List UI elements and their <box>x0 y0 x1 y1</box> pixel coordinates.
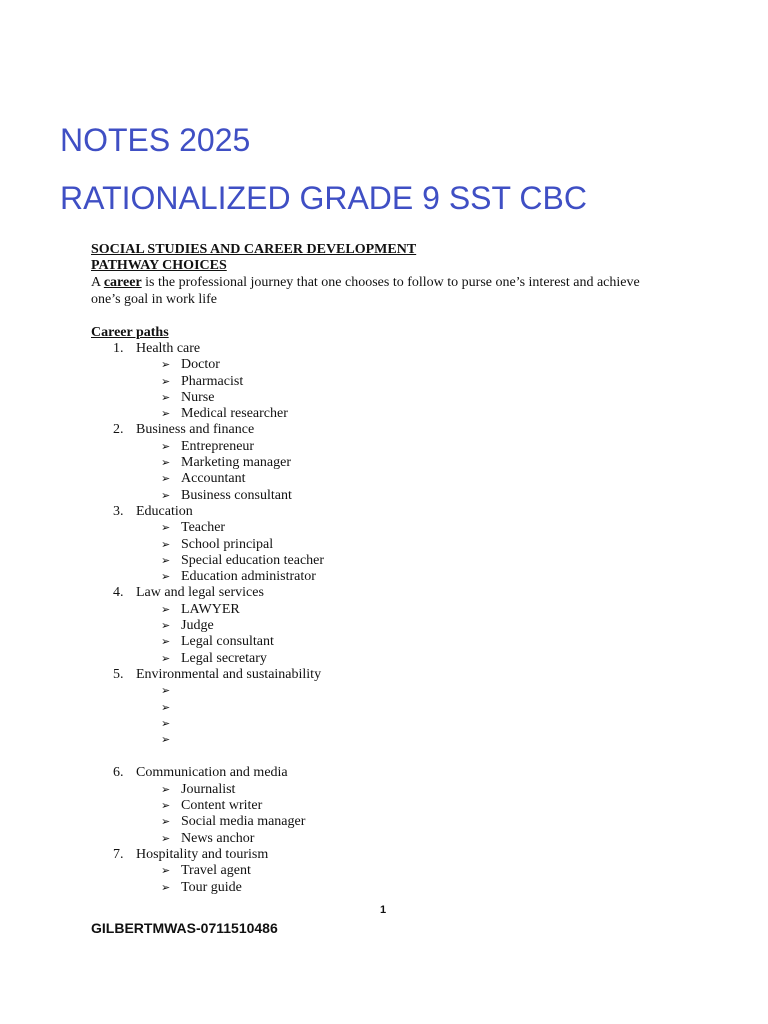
arrow-bullet-icon: ➢ <box>161 521 171 535</box>
arrow-bullet-icon: ➢ <box>161 390 171 404</box>
career-definition <box>91 274 651 308</box>
job-label: Pharmacist <box>181 373 244 389</box>
arrow-bullet-icon: ➢ <box>161 488 171 502</box>
career-path-title <box>91 765 651 781</box>
arrow-bullet-icon: ➢ <box>161 635 171 649</box>
job-label: Education administrator <box>181 569 316 585</box>
job-item <box>91 863 651 879</box>
job-item <box>91 831 651 847</box>
job-label: Nurse <box>181 389 215 405</box>
job-item <box>91 634 651 650</box>
career-path-item <box>91 765 651 846</box>
arrow-bullet-icon: ➢ <box>161 880 171 894</box>
job-label: Entrepreneur <box>181 438 255 454</box>
job-list <box>91 782 651 847</box>
arrow-bullet-icon: ➢ <box>161 374 171 388</box>
job-item <box>91 390 651 406</box>
career-path-label: Hospitality and tourism <box>136 846 269 862</box>
career-path-title <box>91 341 651 357</box>
job-label: Marketing manager <box>181 455 292 471</box>
page-number: 1 <box>380 904 387 916</box>
job-label: Tour guide <box>181 879 242 895</box>
job-list <box>91 439 651 504</box>
arrow-bullet-icon: ➢ <box>161 472 171 486</box>
arrow-bullet-icon: ➢ <box>161 651 171 665</box>
job-item <box>91 357 651 373</box>
arrow-bullet-icon: ➢ <box>161 456 171 470</box>
job-item <box>91 683 651 699</box>
job-item <box>91 520 651 536</box>
definition-term: career <box>103 275 142 290</box>
career-path-item <box>91 341 651 422</box>
job-item <box>91 553 651 569</box>
career-path-item <box>91 847 651 896</box>
job-item <box>91 471 651 487</box>
arrow-bullet-icon: ➢ <box>161 782 171 796</box>
arrow-bullet-icon: ➢ <box>161 619 171 633</box>
job-item <box>91 814 651 830</box>
job-list <box>91 602 651 667</box>
job-label: Judge <box>181 618 214 634</box>
job-label: Special education teacher <box>181 552 325 568</box>
career-path-label: Business and finance <box>136 422 255 438</box>
career-path-number: 6. <box>113 765 124 781</box>
career-path-title <box>91 585 651 601</box>
career-path-number: 3. <box>113 503 124 519</box>
job-label: Legal secretary <box>181 650 267 666</box>
career-path-number: 1. <box>113 341 124 356</box>
arrow-bullet-icon: ➢ <box>161 537 171 551</box>
job-item <box>91 880 651 896</box>
definition-prefix: A <box>91 275 104 290</box>
job-item <box>91 488 651 504</box>
job-label: Teacher <box>181 520 226 536</box>
job-item <box>91 618 651 634</box>
job-label: Content writer <box>181 798 263 814</box>
subject-heading: SOCIAL STUDIES AND CAREER DEVELOPMENT <box>91 242 417 257</box>
career-path-item <box>91 422 651 503</box>
job-item <box>91 782 651 798</box>
job-label: Accountant <box>181 471 246 487</box>
career-path-title <box>91 847 651 863</box>
career-path-item <box>91 585 651 666</box>
job-item <box>91 439 651 455</box>
career-path-title <box>91 667 651 683</box>
job-item <box>91 455 651 471</box>
job-list <box>91 863 651 896</box>
definition-text: is the professional journey that one chooses to follow to purse one’s interest and achieve one’s goal in work life <box>91 275 640 307</box>
career-path-number: 5. <box>113 666 124 682</box>
author-footer: GILBERTMWAS-0711510486 <box>91 920 278 936</box>
career-path-item <box>91 667 651 748</box>
job-item <box>91 732 651 748</box>
arrow-bullet-icon: ➢ <box>161 684 171 698</box>
career-path-label: Education <box>136 503 193 519</box>
arrow-bullet-icon: ➢ <box>161 570 171 584</box>
job-item <box>91 716 651 732</box>
notes-banner-subtitle: RATIONALIZED GRADE 9 SST CBC <box>60 180 587 216</box>
job-label: Travel agent <box>181 863 251 879</box>
job-label: Doctor <box>181 357 220 373</box>
arrow-bullet-icon: ➢ <box>161 407 171 421</box>
job-label: School principal <box>181 536 274 552</box>
document-body <box>91 242 651 896</box>
career-path-title <box>91 504 651 520</box>
list-spacer <box>91 748 651 765</box>
job-item <box>91 798 651 814</box>
job-label: Social media manager <box>181 814 306 830</box>
career-paths-list <box>91 341 651 896</box>
arrow-bullet-icon: ➢ <box>161 831 171 845</box>
job-label: Business consultant <box>181 487 292 503</box>
job-list <box>91 357 651 422</box>
arrow-bullet-icon: ➢ <box>161 602 171 616</box>
job-list <box>91 520 651 585</box>
job-item <box>91 569 651 585</box>
job-item <box>91 602 651 618</box>
career-paths-heading: Career paths <box>91 325 169 340</box>
job-item <box>91 700 651 716</box>
arrow-bullet-icon: ➢ <box>161 439 171 453</box>
arrow-bullet-icon: ➢ <box>161 815 171 829</box>
career-path-number: 2. <box>113 422 124 438</box>
career-path-label: Environmental and sustainability <box>136 666 322 682</box>
job-list <box>91 683 651 748</box>
arrow-bullet-icon: ➢ <box>161 700 171 714</box>
job-item <box>91 537 651 553</box>
job-label: Medical researcher <box>181 406 288 422</box>
notes-banner-title: NOTES 2025 <box>60 122 251 158</box>
career-path-number: 7. <box>113 846 124 862</box>
arrow-bullet-icon: ➢ <box>161 864 171 878</box>
job-label: LAWYER <box>181 601 240 617</box>
arrow-bullet-icon: ➢ <box>161 716 171 730</box>
job-label: News anchor <box>181 830 255 846</box>
career-path-label: Health care <box>136 341 201 356</box>
job-item <box>91 406 651 422</box>
job-label: Legal consultant <box>181 634 274 650</box>
arrow-bullet-icon: ➢ <box>161 799 171 813</box>
job-item <box>91 651 651 667</box>
arrow-bullet-icon: ➢ <box>161 733 171 747</box>
job-item <box>91 374 651 390</box>
arrow-bullet-icon: ➢ <box>161 553 171 567</box>
career-path-label: Law and legal services <box>136 585 264 601</box>
career-path-label: Communication and media <box>136 765 288 781</box>
career-path-title <box>91 422 651 438</box>
arrow-bullet-icon: ➢ <box>161 358 171 372</box>
job-label: Journalist <box>181 781 236 797</box>
career-path-item <box>91 504 651 585</box>
topic-heading: PATHWAY CHOICES <box>91 258 227 273</box>
career-path-number: 4. <box>113 585 124 601</box>
